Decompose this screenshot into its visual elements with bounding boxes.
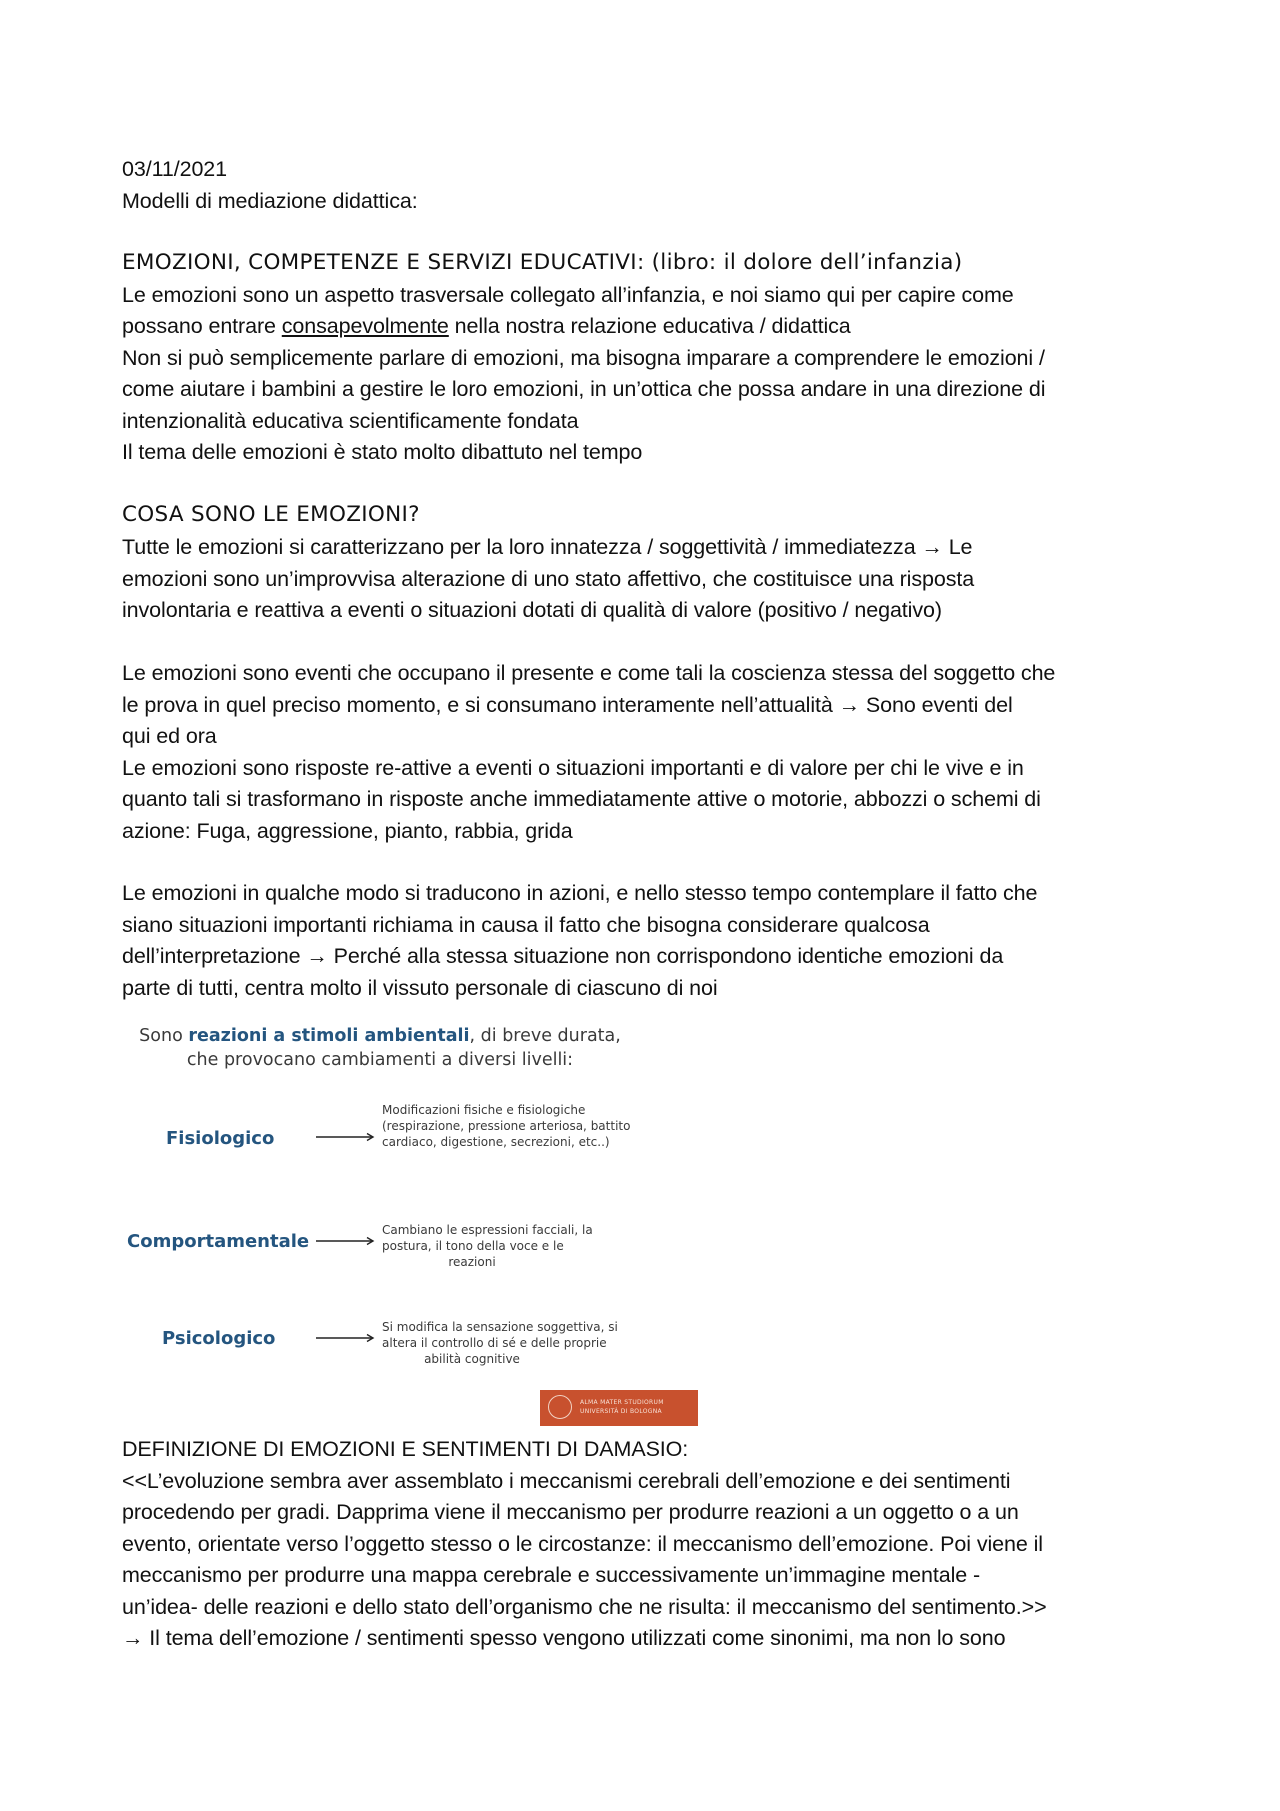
seal-icon (548, 1395, 572, 1419)
desc-line: Cambiano le espressioni facciali, la (382, 1223, 593, 1237)
text-line: emozioni sono un’improvvisa alterazione di uno stato affettivo, che costituisce una risposta (122, 567, 975, 591)
level-label-fisiologico: Fisiologico (166, 1128, 275, 1149)
desc-line: (respirazione, pressione arteriosa, battito (382, 1119, 631, 1133)
desc-line: Si modifica la sensazione soggettiva, si (382, 1320, 618, 1334)
text-line (122, 311, 1172, 343)
section-heading-emozioni-competenze: EMOZIONI, COMPETENZE E SERVIZI EDUCATIVI: (libro: il dolore dell’infanzia) (122, 250, 963, 275)
embedded-slide-figure (120, 1022, 680, 1430)
text-line: Le emozioni sono un aspetto trasversale collegato all’infanzia, e noi siamo qui per capire come (122, 283, 1014, 307)
text-line: dell’interpretazione → Perché alla stessa situazione non corrispondono identiche emozioni da (122, 944, 1004, 968)
figure-title-suffix: , di breve durata, (469, 1026, 621, 1046)
figure-title-line2: che provocano cambiamenti a diversi livelli: (186, 1050, 574, 1070)
text-line: <<L’evoluzione sembra aver assemblato i meccanismi cerebrali dell’emozione e dei sentimenti (122, 1469, 1011, 1493)
text-line: → Il tema dell’emozione / sentimenti spesso vengono utilizzati come sinonimi, ma non lo sono (122, 1626, 1006, 1650)
desc-line: Modificazioni fisiche e fisiologiche (382, 1103, 586, 1117)
logo-line: UNIVERSITÀ DI BOLOGNA (580, 1408, 662, 1415)
text-line: un’idea- delle reazioni e dello stato dell’organismo che ne risulta: il meccanismo del sentimento.>> (122, 1595, 1047, 1619)
figure-title (120, 1024, 640, 1049)
text-line: Le emozioni sono eventi che occupano il presente e come tali la coscienza stessa del soggetto che (122, 661, 1056, 685)
figure-title-bold: reazioni a stimoli ambientali (188, 1026, 470, 1046)
desc-line: cardiaco, digestione, secrezioni, etc..) (382, 1135, 610, 1149)
arrow-right-icon (316, 1132, 376, 1142)
level-description (382, 1319, 618, 1367)
text-line: Le emozioni in qualche modo si traducono in azioni, e nello stesso tempo contemplare il fatto che (122, 881, 1038, 905)
text-line: procedendo per gradi. Dapprima viene il meccanismo per produrre reazioni a un oggetto o a un (122, 1500, 1019, 1524)
logo-text (580, 1398, 664, 1416)
arrow-right-icon (316, 1333, 376, 1343)
level-description (382, 1222, 593, 1270)
text-line: evento, orientate verso l’oggetto stesso o le circostanze: il meccanismo dell’emozione. Poi viene il (122, 1532, 1043, 1556)
text-line: le prova in quel preciso momento, e si consumano interamente nell’attualità → Sono eventi del (122, 693, 1013, 717)
subtitle-line: Modelli di mediazione didattica: (122, 189, 418, 213)
level-description (382, 1102, 631, 1150)
text-fragment: possano entrare (122, 314, 282, 338)
text-line: parte di tutti, centra molto il vissuto personale di ciascuno di noi (122, 976, 718, 1000)
text-line: Tutte le emozioni si caratterizzano per la loro innatezza / soggettività / immediatezza → Le (122, 535, 973, 559)
logo-line: ALMA MATER STUDIORUM (580, 1399, 664, 1406)
text-fragment: nella nostra relazione educativa / didattica (454, 314, 851, 338)
figure-title-prefix: Sono (139, 1026, 189, 1046)
section-heading-cosa-sono: COSA SONO LE EMOZIONI? (122, 502, 420, 527)
text-line: siano situazioni importanti richiama in causa il fatto che bisogna considerare qualcosa (122, 913, 930, 937)
text-line: Il tema delle emozioni è stato molto dibattuto nel tempo (122, 440, 643, 464)
university-logo (540, 1390, 698, 1426)
text-line: qui ed ora (122, 724, 217, 748)
desc-line: reazioni (448, 1255, 496, 1269)
text-line: involontaria e reattiva a eventi o situazioni dotati di qualità di valore (positivo / negativo) (122, 598, 942, 622)
text-line: azione: Fuga, aggressione, pianto, rabbia, grida (122, 819, 573, 843)
text-line: come aiutare i bambini a gestire le loro emozioni, in un’ottica che possa andare in una direzione di (122, 377, 1046, 401)
desc-line: altera il controllo di sé e delle proprie (382, 1336, 607, 1350)
text-line: Non si può semplicemente parlare di emozioni, ma bisogna imparare a comprendere le emozioni / (122, 346, 1045, 370)
text-line: Le emozioni sono risposte re-attive a eventi o situazioni importanti e di valore per chi le vive e in (122, 756, 1024, 780)
text-line: quanto tali si trasformano in risposte anche immediatamente attive o motorie, abbozzi o schemi di (122, 787, 1041, 811)
arrow-right-icon (316, 1236, 376, 1246)
date-line: 03/11/2021 (122, 157, 228, 181)
desc-line: abilità cognitive (424, 1352, 520, 1366)
level-label-comportamentale: Comportamentale (127, 1231, 310, 1252)
section-heading-damasio: DEFINIZIONE DI EMOZIONI E SENTIMENTI DI DAMASIO: (122, 1437, 689, 1461)
level-label-psicologico: Psicologico (162, 1328, 276, 1349)
text-line: meccanismo per produrre una mappa cerebrale e successivamente un’immagine mentale - (122, 1563, 981, 1587)
text-line: intenzionalità educativa scientificamente fondata (122, 409, 579, 433)
underlined-word: consapevolmente (281, 314, 449, 338)
desc-line: postura, il tono della voce e le (382, 1239, 564, 1253)
